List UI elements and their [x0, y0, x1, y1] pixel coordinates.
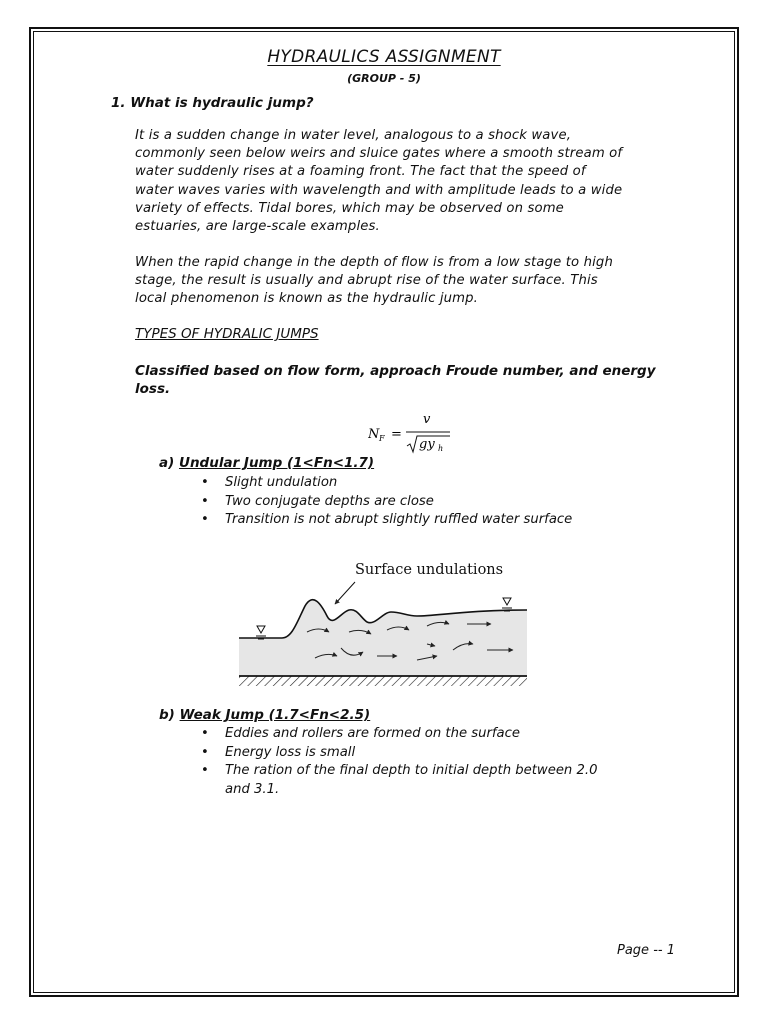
formula-lhs: N — [368, 427, 380, 442]
water-level-marker-left — [257, 626, 265, 633]
bullet-item: • Energy loss is small — [201, 744, 597, 763]
classification-text — [135, 362, 656, 398]
classification-line: loss. — [135, 381, 171, 397]
section-a-bullets — [201, 474, 572, 530]
paragraph-line: When the rapid change in the depth of flow is from a low stage to high — [135, 255, 613, 270]
paragraph-line: commonly seen below weirs and sluice gates where a smooth stream of — [135, 146, 623, 162]
bullet-item: • Eddies and rollers are formed on the surface — [201, 725, 597, 744]
paragraph-line: water waves varies with wavelength and with amplitude leads to a wide — [135, 182, 623, 198]
section-b-title: Weak Jump (1.7<Fn<2.5) — [179, 707, 371, 723]
section-a-label: a) — [159, 455, 179, 471]
paragraph-line: It is a sudden change in water level, analogous to a shock wave, — [135, 128, 572, 143]
paragraph-definition — [135, 127, 695, 236]
paragraph-line: stage, the result is usually and abrupt rise of the water surface. This — [135, 273, 598, 289]
formula-lhs-subscript: F — [379, 434, 385, 443]
group-subtitle: (GROUP - 5) — [347, 72, 421, 85]
formula-equals: = — [391, 427, 402, 442]
section-b-heading — [159, 707, 370, 723]
section-b-label: b) — [159, 707, 180, 723]
water-level-marker-right — [503, 598, 511, 605]
document-title: HYDRAULICS ASSIGNMENT — [267, 47, 501, 67]
bullet-continuation: and 3.1. — [225, 781, 280, 797]
undular-jump-figure — [237, 552, 528, 689]
section-a-title: Undular Jump (1<Fn<1.7) — [178, 455, 375, 471]
section-a-heading — [159, 455, 374, 471]
paragraph-line: water suddenly rises at a foaming front. The fact that the speed of — [135, 164, 586, 180]
page-number: Page -- 1 — [617, 943, 675, 958]
paragraph-line: variety of effects. Tidal bores, which may be observed on some — [135, 200, 564, 216]
paragraph-explanation — [135, 254, 695, 309]
figure-label: Surface undulations — [355, 562, 504, 578]
channel-bed-hatch — [239, 676, 527, 686]
types-heading: TYPES OF HYDRALIC JUMPS — [135, 326, 319, 342]
paragraph-line: estuaries, are large-scale examples. — [135, 219, 380, 235]
froude-formula — [368, 411, 458, 455]
classification-line: Classified based on flow form, approach Froude number, and energy — [135, 363, 656, 379]
formula-denominator: gy — [419, 437, 435, 452]
formula-denominator-subscript: h — [438, 444, 444, 453]
bullet-item: • Slight undulation — [201, 474, 572, 493]
bullet-item: • Transition is not abrupt slightly ruffled water surface — [201, 511, 572, 530]
question-heading: 1. What is hydraulic jump? — [111, 95, 314, 111]
bullet-item: • Two conjugate depths are close — [201, 493, 572, 512]
section-b-bullets — [201, 725, 597, 799]
label-pointer-arrow — [335, 582, 355, 604]
formula-numerator: v — [423, 412, 431, 427]
bullet-item: • The ration of the final depth to initial depth between 2.0 — [201, 762, 597, 781]
paragraph-line: local phenomenon is known as the hydraulic jump. — [135, 291, 479, 307]
